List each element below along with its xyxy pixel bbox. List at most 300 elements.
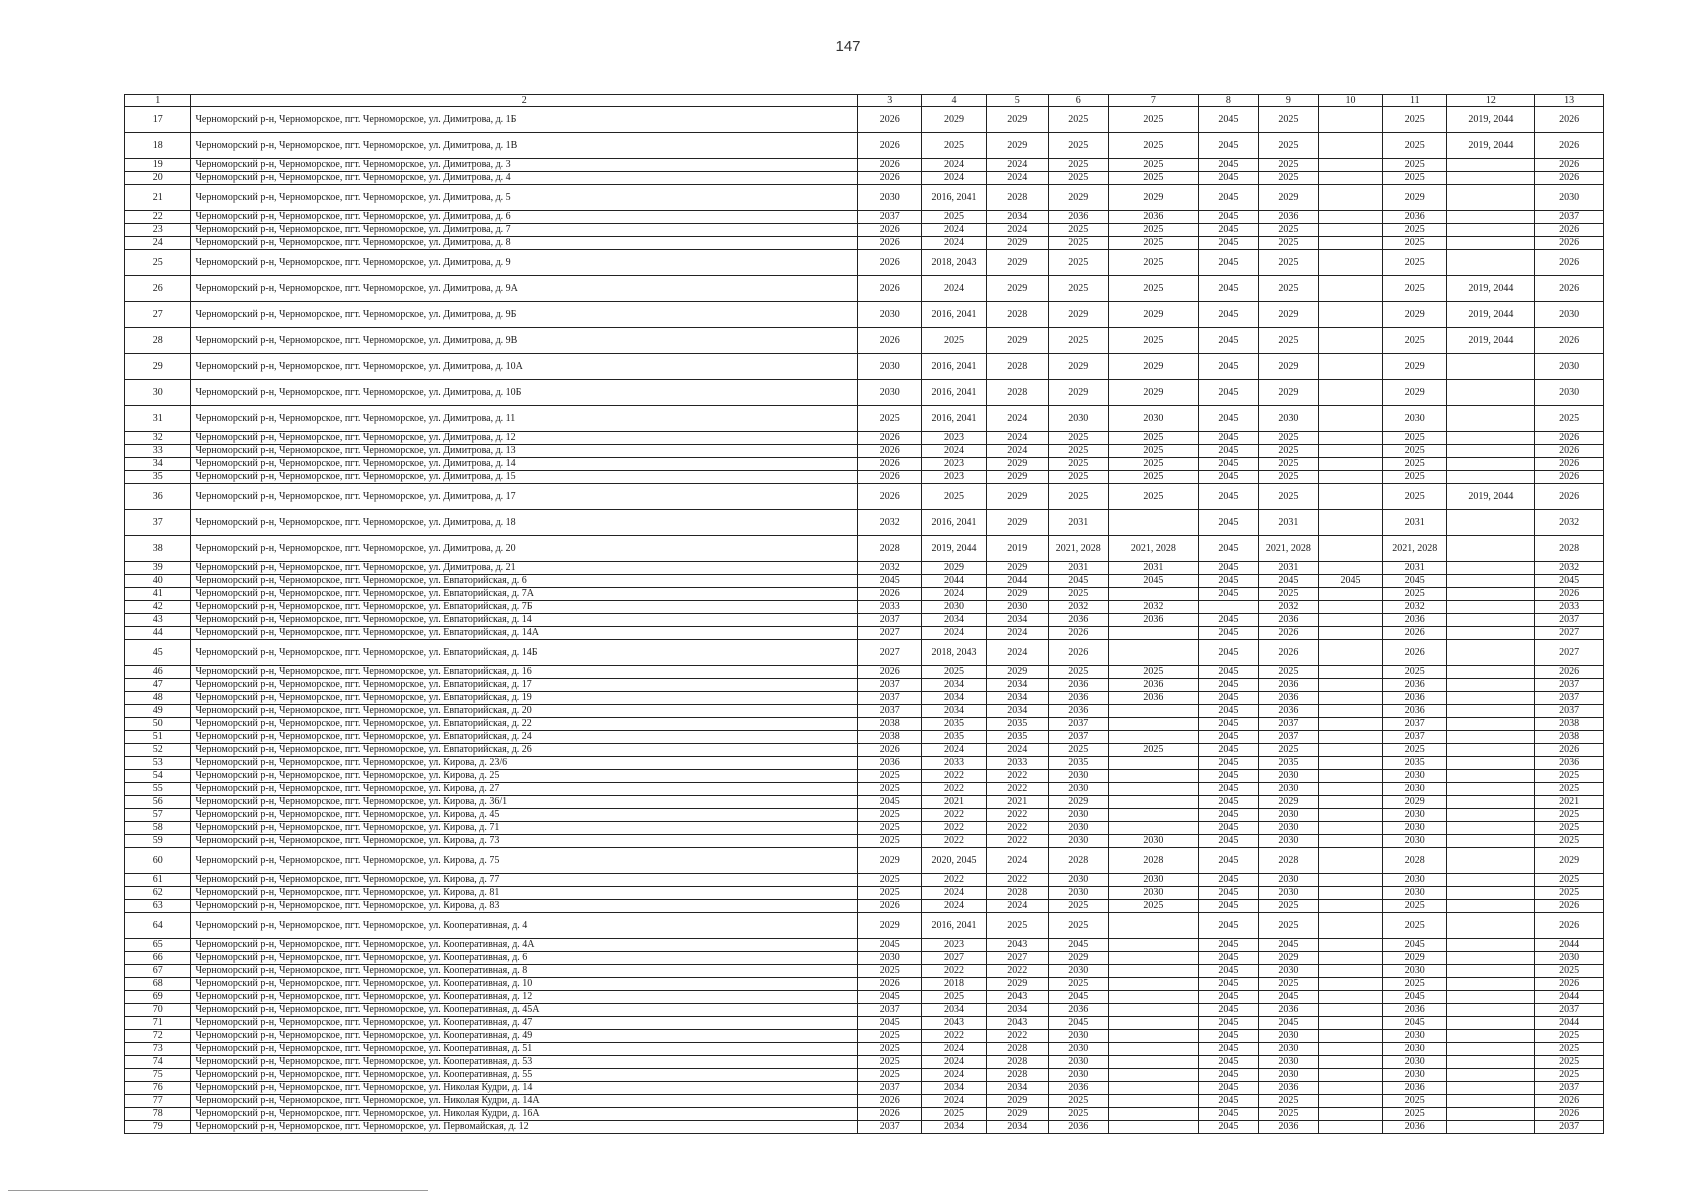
housing-register-table [124, 94, 1604, 1134]
col-9-cell: 2029 [1258, 185, 1318, 211]
col-11-cell: 2025 [1383, 133, 1447, 159]
col-13-cell: 2025 [1535, 783, 1604, 796]
col-12-cell [1447, 172, 1535, 185]
col-13-cell: 2030 [1535, 302, 1604, 328]
col-3-cell: 2026 [858, 172, 922, 185]
table-row [125, 224, 1604, 237]
col-7-cell: 2025 [1108, 250, 1198, 276]
col-13-cell: 2026 [1535, 744, 1604, 757]
col-13-cell: 2030 [1535, 185, 1604, 211]
col-7-cell [1108, 757, 1198, 770]
col-10-cell [1318, 1095, 1382, 1108]
address-cell: Черноморский р-н, Черноморское, пгт. Черноморское, ул. Евпаторийская, д. 14Б [191, 640, 858, 666]
table-row [125, 471, 1604, 484]
col-12-cell [1447, 796, 1535, 809]
col-7-cell: 2030 [1108, 874, 1198, 887]
col-3-cell: 2033 [858, 601, 922, 614]
col-5-cell: 2029 [986, 328, 1048, 354]
col-6-cell: 2037 [1048, 718, 1108, 731]
col-3-cell: 2026 [858, 276, 922, 302]
col-12-cell [1447, 978, 1535, 991]
col-8-cell: 2045 [1198, 666, 1258, 679]
col-6-cell: 2036 [1048, 679, 1108, 692]
address-cell: Черноморский р-н, Черноморское, пгт. Черноморское, ул. Кооперативная, д. 45А [191, 1004, 858, 1017]
col-9-cell: 2037 [1258, 731, 1318, 744]
col-9-cell: 2045 [1258, 1017, 1318, 1030]
table-row [125, 406, 1604, 432]
col-3-cell: 2026 [858, 666, 922, 679]
col-9-cell: 2030 [1258, 1056, 1318, 1069]
col-13-cell: 2044 [1535, 939, 1604, 952]
col-10-cell: 2045 [1318, 575, 1382, 588]
table-row [125, 510, 1604, 536]
col-10-cell [1318, 965, 1382, 978]
col-13-cell: 2028 [1535, 536, 1604, 562]
col-4-cell: 2018, 2043 [922, 250, 986, 276]
col-9-cell: 2025 [1258, 458, 1318, 471]
col-6-cell: 2029 [1048, 302, 1108, 328]
col-12-cell [1447, 848, 1535, 874]
col-5-cell: 2024 [986, 406, 1048, 432]
col-3-cell: 2025 [858, 783, 922, 796]
col-10-cell [1318, 939, 1382, 952]
col-10-cell [1318, 445, 1382, 458]
col-12-cell [1447, 185, 1535, 211]
col-3-cell: 2037 [858, 1121, 922, 1134]
address-cell: Черноморский р-н, Черноморское, пгт. Черноморское, ул. Димитрова, д. 9В [191, 328, 858, 354]
col-5-cell: 2029 [986, 276, 1048, 302]
row-number-cell: 18 [125, 133, 191, 159]
col-12-cell [1447, 224, 1535, 237]
address-cell: Черноморский р-н, Черноморское, пгт. Черноморское, ул. Димитрова, д. 10Б [191, 380, 858, 406]
col-9-cell: 2045 [1258, 991, 1318, 1004]
row-number-cell: 31 [125, 406, 191, 432]
col-6-cell: 2031 [1048, 510, 1108, 536]
col-8-cell: 2045 [1198, 835, 1258, 848]
col-8-cell: 2045 [1198, 380, 1258, 406]
col-12-cell [1447, 1095, 1535, 1108]
col-11-cell: 2029 [1383, 354, 1447, 380]
address-cell: Черноморский р-н, Черноморское, пгт. Черноморское, ул. Кирова, д. 27 [191, 783, 858, 796]
col-10-cell [1318, 783, 1382, 796]
table-row [125, 1082, 1604, 1095]
col-10-cell [1318, 887, 1382, 900]
col-11-cell: 2025 [1383, 913, 1447, 939]
col-5-cell: 2043 [986, 991, 1048, 1004]
row-number-cell: 60 [125, 848, 191, 874]
col-10-cell [1318, 406, 1382, 432]
col-4-cell: 2023 [922, 432, 986, 445]
col-11-cell: 2030 [1383, 783, 1447, 796]
col-13-cell: 2026 [1535, 978, 1604, 991]
table-row [125, 172, 1604, 185]
col-6-cell: 2030 [1048, 835, 1108, 848]
row-number-cell: 59 [125, 835, 191, 848]
col-9-cell: 2025 [1258, 900, 1318, 913]
row-number-cell: 45 [125, 640, 191, 666]
col-5-cell: 2029 [986, 250, 1048, 276]
col-8-cell: 2045 [1198, 575, 1258, 588]
table-row [125, 692, 1604, 705]
col-3-cell: 2028 [858, 536, 922, 562]
col-12-cell [1447, 666, 1535, 679]
col-8-cell: 2045 [1198, 965, 1258, 978]
col-8-cell: 2045 [1198, 276, 1258, 302]
col-5-cell: 2024 [986, 159, 1048, 172]
col-9-cell: 2036 [1258, 1121, 1318, 1134]
table-row [125, 796, 1604, 809]
col-9-cell: 2025 [1258, 1108, 1318, 1121]
col-4-cell: 2034 [922, 705, 986, 718]
col-9-cell: 2025 [1258, 224, 1318, 237]
col-13-cell: 2037 [1535, 1082, 1604, 1095]
col-9-cell: 2025 [1258, 913, 1318, 939]
col-6-cell: 2030 [1048, 1043, 1108, 1056]
col-4-cell: 2034 [922, 1082, 986, 1095]
col-5-cell: 2029 [986, 1108, 1048, 1121]
col-12-cell [1447, 952, 1535, 965]
col-4-cell: 2030 [922, 601, 986, 614]
col-5-cell: 2028 [986, 1043, 1048, 1056]
address-cell: Черноморский р-н, Черноморское, пгт. Черноморское, ул. Кирова, д. 77 [191, 874, 858, 887]
col-6-cell: 2030 [1048, 887, 1108, 900]
address-cell: Черноморский р-н, Черноморское, пгт. Черноморское, ул. Кооперативная, д. 47 [191, 1017, 858, 1030]
col-4-cell: 2044 [922, 575, 986, 588]
col-9-cell: 2025 [1258, 484, 1318, 510]
col-7-cell: 2025 [1108, 133, 1198, 159]
col-8-cell: 2045 [1198, 237, 1258, 250]
col-9-cell: 2045 [1258, 575, 1318, 588]
col-13-cell: 2027 [1535, 640, 1604, 666]
col-6-cell: 2045 [1048, 575, 1108, 588]
col-8-cell: 2045 [1198, 1095, 1258, 1108]
table-row [125, 991, 1604, 1004]
row-number-cell: 51 [125, 731, 191, 744]
col-5-cell: 2043 [986, 939, 1048, 952]
col-8-cell: 2045 [1198, 172, 1258, 185]
col-8-cell: 2045 [1198, 1056, 1258, 1069]
col-4-cell: 2016, 2041 [922, 913, 986, 939]
col-11-cell: 2028 [1383, 848, 1447, 874]
col-9-cell: 2029 [1258, 354, 1318, 380]
col-5-cell: 2022 [986, 770, 1048, 783]
col-3-cell: 2027 [858, 627, 922, 640]
col-10-cell [1318, 536, 1382, 562]
col-11-cell: 2025 [1383, 978, 1447, 991]
col-9-cell: 2025 [1258, 250, 1318, 276]
col-6-cell: 2026 [1048, 640, 1108, 666]
address-cell: Черноморский р-н, Черноморское, пгт. Черноморское, ул. Кирова, д. 45 [191, 809, 858, 822]
col-7-cell: 2025 [1108, 432, 1198, 445]
address-cell: Черноморский р-н, Черноморское, пгт. Черноморское, ул. Евпаторийская, д. 17 [191, 679, 858, 692]
column-header: 13 [1535, 95, 1604, 107]
col-10-cell [1318, 991, 1382, 1004]
row-number-cell: 22 [125, 211, 191, 224]
col-13-cell: 2025 [1535, 406, 1604, 432]
col-11-cell: 2036 [1383, 614, 1447, 627]
col-4-cell: 2024 [922, 627, 986, 640]
col-12-cell [1447, 640, 1535, 666]
col-8-cell: 2045 [1198, 640, 1258, 666]
col-5-cell: 2034 [986, 211, 1048, 224]
col-13-cell: 2025 [1535, 770, 1604, 783]
col-13-cell: 2032 [1535, 562, 1604, 575]
col-12-cell [1447, 510, 1535, 536]
col-3-cell: 2026 [858, 471, 922, 484]
col-8-cell: 2045 [1198, 1082, 1258, 1095]
address-cell: Черноморский р-н, Черноморское, пгт. Черноморское, ул. Кооперативная, д. 53 [191, 1056, 858, 1069]
col-13-cell: 2030 [1535, 380, 1604, 406]
table-row [125, 1030, 1604, 1043]
col-11-cell: 2025 [1383, 276, 1447, 302]
col-5-cell: 2024 [986, 900, 1048, 913]
col-3-cell: 2026 [858, 250, 922, 276]
col-6-cell: 2030 [1048, 1056, 1108, 1069]
col-12-cell [1447, 536, 1535, 562]
col-4-cell: 2024 [922, 900, 986, 913]
address-cell: Черноморский р-н, Черноморское, пгт. Черноморское, ул. Евпаторийская, д. 6 [191, 575, 858, 588]
row-number-cell: 27 [125, 302, 191, 328]
address-cell: Черноморский р-н, Черноморское, пгт. Черноморское, ул. Димитрова, д. 21 [191, 562, 858, 575]
table-row [125, 627, 1604, 640]
col-12-cell [1447, 692, 1535, 705]
col-7-cell: 2036 [1108, 692, 1198, 705]
col-5-cell: 2029 [986, 1095, 1048, 1108]
row-number-cell: 33 [125, 445, 191, 458]
table-row [125, 835, 1604, 848]
col-11-cell: 2030 [1383, 406, 1447, 432]
col-12-cell [1447, 237, 1535, 250]
col-9-cell: 2030 [1258, 1043, 1318, 1056]
col-7-cell: 2025 [1108, 666, 1198, 679]
col-12-cell [1447, 1004, 1535, 1017]
col-11-cell: 2031 [1383, 510, 1447, 536]
col-11-cell: 2025 [1383, 1108, 1447, 1121]
col-6-cell: 2036 [1048, 692, 1108, 705]
col-9-cell: 2028 [1258, 848, 1318, 874]
address-cell: Черноморский р-н, Черноморское, пгт. Черноморское, ул. Кооперативная, д. 6 [191, 952, 858, 965]
col-6-cell: 2025 [1048, 328, 1108, 354]
col-12-cell [1447, 458, 1535, 471]
col-8-cell: 2045 [1198, 796, 1258, 809]
row-number-cell: 48 [125, 692, 191, 705]
address-cell: Черноморский р-н, Черноморское, пгт. Черноморское, ул. Димитрова, д. 5 [191, 185, 858, 211]
row-number-cell: 25 [125, 250, 191, 276]
table-row [125, 848, 1604, 874]
col-4-cell: 2024 [922, 588, 986, 601]
row-number-cell: 46 [125, 666, 191, 679]
col-6-cell: 2036 [1048, 705, 1108, 718]
col-12-cell [1447, 601, 1535, 614]
col-4-cell: 2024 [922, 224, 986, 237]
row-number-cell: 39 [125, 562, 191, 575]
row-number-cell: 53 [125, 757, 191, 770]
col-3-cell: 2026 [858, 978, 922, 991]
col-13-cell: 2025 [1535, 1030, 1604, 1043]
col-7-cell: 2045 [1108, 575, 1198, 588]
col-7-cell [1108, 952, 1198, 965]
column-header: 1 [125, 95, 191, 107]
col-9-cell: 2030 [1258, 1030, 1318, 1043]
col-3-cell: 2026 [858, 900, 922, 913]
table-row [125, 1004, 1604, 1017]
col-6-cell: 2030 [1048, 874, 1108, 887]
col-5-cell: 2029 [986, 133, 1048, 159]
col-10-cell [1318, 328, 1382, 354]
col-12-cell [1447, 471, 1535, 484]
col-9-cell: 2029 [1258, 302, 1318, 328]
col-9-cell: 2025 [1258, 1095, 1318, 1108]
col-3-cell: 2025 [858, 809, 922, 822]
table-row [125, 809, 1604, 822]
address-cell: Черноморский р-н, Черноморское, пгт. Черноморское, ул. Кооперативная, д. 4А [191, 939, 858, 952]
table-row [125, 432, 1604, 445]
row-number-cell: 68 [125, 978, 191, 991]
col-7-cell [1108, 913, 1198, 939]
col-10-cell [1318, 835, 1382, 848]
col-4-cell: 2024 [922, 445, 986, 458]
col-12-cell [1447, 588, 1535, 601]
row-number-cell: 55 [125, 783, 191, 796]
col-11-cell: 2025 [1383, 107, 1447, 133]
col-5-cell: 2030 [986, 601, 1048, 614]
col-6-cell: 2029 [1048, 952, 1108, 965]
col-10-cell [1318, 237, 1382, 250]
column-header: 12 [1447, 95, 1535, 107]
col-6-cell: 2025 [1048, 133, 1108, 159]
table-row [125, 250, 1604, 276]
table-row [125, 328, 1604, 354]
col-8-cell: 2045 [1198, 1017, 1258, 1030]
col-3-cell: 2026 [858, 133, 922, 159]
address-cell: Черноморский р-н, Черноморское, пгт. Черноморское, ул. Евпаторийская, д. 20 [191, 705, 858, 718]
row-number-cell: 70 [125, 1004, 191, 1017]
col-3-cell: 2032 [858, 562, 922, 575]
col-12-cell [1447, 614, 1535, 627]
col-4-cell: 2025 [922, 1108, 986, 1121]
row-number-cell: 73 [125, 1043, 191, 1056]
col-12-cell [1447, 159, 1535, 172]
table-row [125, 783, 1604, 796]
col-5-cell: 2028 [986, 1056, 1048, 1069]
col-8-cell: 2045 [1198, 406, 1258, 432]
col-9-cell: 2030 [1258, 887, 1318, 900]
row-number-cell: 32 [125, 432, 191, 445]
row-number-cell: 38 [125, 536, 191, 562]
col-9-cell: 2025 [1258, 666, 1318, 679]
col-5-cell: 2029 [986, 237, 1048, 250]
col-12-cell: 2019, 2044 [1447, 484, 1535, 510]
col-10-cell [1318, 601, 1382, 614]
address-cell: Черноморский р-н, Черноморское, пгт. Черноморское, ул. Димитрова, д. 10А [191, 354, 858, 380]
col-8-cell: 2045 [1198, 133, 1258, 159]
col-11-cell: 2025 [1383, 666, 1447, 679]
col-3-cell: 2026 [858, 1095, 922, 1108]
col-8-cell: 2045 [1198, 692, 1258, 705]
col-3-cell: 2036 [858, 757, 922, 770]
col-9-cell: 2036 [1258, 705, 1318, 718]
col-8-cell: 2045 [1198, 250, 1258, 276]
col-4-cell: 2016, 2041 [922, 380, 986, 406]
col-12-cell [1447, 991, 1535, 1004]
col-3-cell: 2030 [858, 952, 922, 965]
col-12-cell [1447, 783, 1535, 796]
col-5-cell: 2022 [986, 835, 1048, 848]
col-3-cell: 2032 [858, 510, 922, 536]
col-11-cell: 2030 [1383, 1030, 1447, 1043]
col-6-cell: 2031 [1048, 562, 1108, 575]
col-3-cell: 2025 [858, 1069, 922, 1082]
col-11-cell: 2029 [1383, 952, 1447, 965]
col-8-cell: 2045 [1198, 614, 1258, 627]
col-4-cell: 2020, 2045 [922, 848, 986, 874]
col-10-cell [1318, 510, 1382, 536]
address-cell: Черноморский р-н, Черноморское, пгт. Черноморское, ул. Кооперативная, д. 51 [191, 1043, 858, 1056]
col-5-cell: 2024 [986, 445, 1048, 458]
col-11-cell: 2036 [1383, 1121, 1447, 1134]
col-6-cell: 2028 [1048, 848, 1108, 874]
col-8-cell: 2045 [1198, 822, 1258, 835]
col-11-cell: 2032 [1383, 601, 1447, 614]
row-number-cell: 49 [125, 705, 191, 718]
table-row [125, 666, 1604, 679]
col-12-cell [1447, 887, 1535, 900]
col-11-cell: 2036 [1383, 692, 1447, 705]
address-cell: Черноморский р-н, Черноморское, пгт. Черноморское, ул. Димитрова, д. 8 [191, 237, 858, 250]
col-13-cell: 2025 [1535, 874, 1604, 887]
table-row [125, 939, 1604, 952]
col-8-cell: 2045 [1198, 939, 1258, 952]
col-8-cell: 2045 [1198, 627, 1258, 640]
col-13-cell: 2025 [1535, 887, 1604, 900]
col-4-cell: 2025 [922, 991, 986, 1004]
row-number-cell: 63 [125, 900, 191, 913]
col-11-cell: 2031 [1383, 562, 1447, 575]
col-10-cell [1318, 159, 1382, 172]
col-10-cell [1318, 705, 1382, 718]
col-6-cell: 2045 [1048, 939, 1108, 952]
table-row [125, 874, 1604, 887]
row-number-cell: 54 [125, 770, 191, 783]
col-7-cell [1108, 1082, 1198, 1095]
col-5-cell: 2034 [986, 1121, 1048, 1134]
col-12-cell [1447, 562, 1535, 575]
col-8-cell: 2045 [1198, 679, 1258, 692]
col-7-cell [1108, 809, 1198, 822]
col-5-cell: 2028 [986, 302, 1048, 328]
address-cell: Черноморский р-н, Черноморское, пгт. Черноморское, ул. Димитрова, д. 4 [191, 172, 858, 185]
address-cell: Черноморский р-н, Черноморское, пгт. Черноморское, ул. Кирова, д. 36/1 [191, 796, 858, 809]
col-3-cell: 2026 [858, 445, 922, 458]
col-11-cell: 2025 [1383, 224, 1447, 237]
table-row [125, 952, 1604, 965]
col-9-cell: 2026 [1258, 627, 1318, 640]
col-11-cell: 2025 [1383, 471, 1447, 484]
col-9-cell: 2021, 2028 [1258, 536, 1318, 562]
col-4-cell: 2022 [922, 835, 986, 848]
col-3-cell: 2025 [858, 822, 922, 835]
col-4-cell: 2022 [922, 770, 986, 783]
col-5-cell: 2034 [986, 705, 1048, 718]
col-3-cell: 2025 [858, 1030, 922, 1043]
address-cell: Черноморский р-н, Черноморское, пгт. Черноморское, ул. Кирова, д. 73 [191, 835, 858, 848]
col-12-cell [1447, 1082, 1535, 1095]
col-3-cell: 2026 [858, 237, 922, 250]
col-10-cell [1318, 1056, 1382, 1069]
col-12-cell [1447, 445, 1535, 458]
col-3-cell: 2029 [858, 848, 922, 874]
col-4-cell: 2034 [922, 614, 986, 627]
